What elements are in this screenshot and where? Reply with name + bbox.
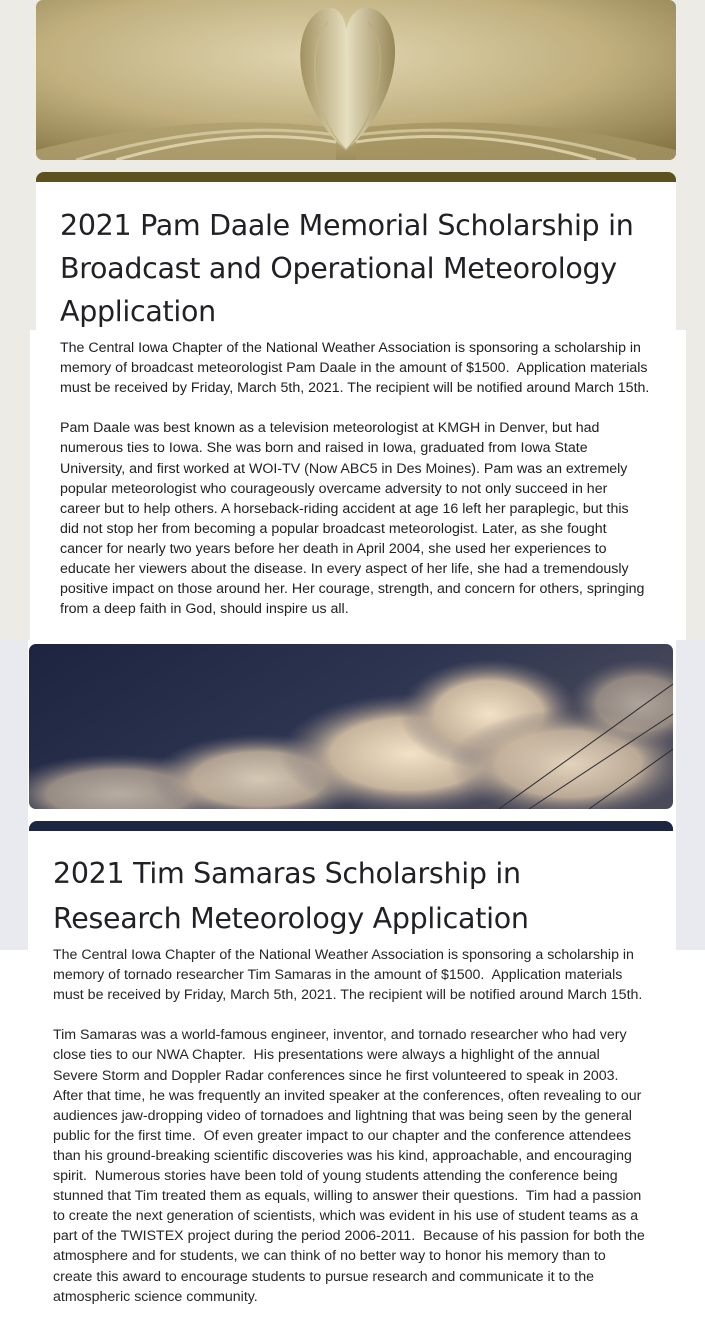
form-header-card <box>36 172 676 642</box>
page-background-right-2 <box>676 640 705 950</box>
page-background-left <box>0 0 30 640</box>
form-description: The Central Iowa Chapter of the National Weather Association is sponsoring a scholarship in memory of tornado researcher Tim Samaras in the amount of $1500. Application materials must be received by Friday, March 5th, 2021. The recipient will be notified around March 15th. Tim Samaras was a world-famous engineer, inventor, and tornado researcher who had very close ties to our NWA Chapter. His presentations were always a highlight of the annual Severe Storm and Doppler Radar conferences since he first volunteered to speak in 2003. After that time, he was frequently an invited speaker at the conferences, often revealing to our audiences jaw-dropping video of tornadoes and lightning that was being seen by the general public for the first time. Of even greater impact to our chapter and the conference attendees than his ground-breaking scientific discoveries was his kind, approachable, and encouraging spirit. Numerous stories have been told of young students attending the conference being stunned that Tim treated them as equals, willing to answer their questions. Tim had a passion to create the next generation of scientists, which was evident in his use of student teams as a part of the TWISTEX project during the period 2006-2011. Because of his passion for both the atmosphere and for students, we can think of no better way to honor his memory than to create this award to encourage students to pursue research and communicate it to the atmospheric science community. <box>53 947 645 1305</box>
page-background-left-2 <box>0 640 28 950</box>
book-header-image <box>36 0 676 160</box>
form-description: The Central Iowa Chapter of the National Weather Association is sponsoring a scholarship in memory of broadcast meteorologist Pam Daale in the amount of $1500. Application materials must be received by Friday, March 5th, 2021. The recipient will be notified around March 15th. Pam Daale was best known as a television meteorologist at KMGH in Denver, but had numerous ties to Iowa. She was born and raised in Iowa, graduated from Iowa State University, and first worked at WOI-TV (Now ABC5 in Des Moines). Pam was an extremely popular meteorologist who courageously overcame adversity to not only succeed in her career but to help others. A horseback-riding accident at age 16 left her paraplegic, but this did not stop her from becoming a popular broadcast meteorologist. Later, as she fought cancer for nearly two years before her death in April 2004, she used her experiences to educate her viewers about the disease. In every aspect of her life, she had a tremendously positive impact on those around her. Her courage, strength, and concern for others, springing from a deep faith in God, should inspire us all. <box>60 340 650 618</box>
form-title: 2021 Tim Samaras Scholarship in Research Meteorology Application <box>53 857 529 935</box>
form-title: 2021 Pam Daale Memorial Scholarship in Broadcast and Operational Meteorology Application <box>60 209 634 328</box>
form-header-card <box>29 821 673 1341</box>
cloud-header-image <box>29 644 673 809</box>
page-background-right <box>686 0 705 640</box>
